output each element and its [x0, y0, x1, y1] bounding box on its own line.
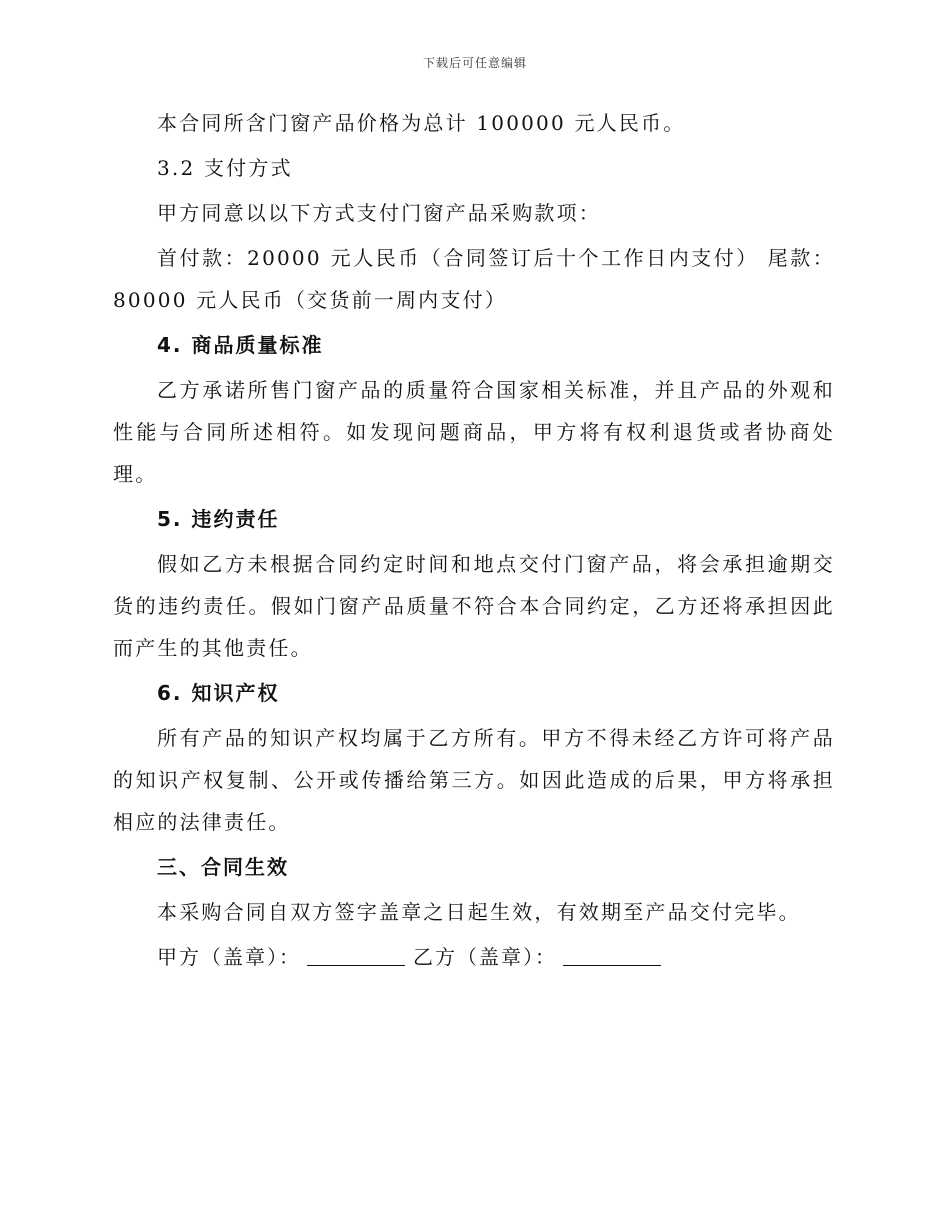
- effect-heading: 三、合同生效: [157, 855, 289, 879]
- party-a-label: 甲方（盖章）：: [157, 945, 301, 969]
- payment-detail-paragraph: 首付款：20000 元人民币（合同签订后十个工作日内支付） 尾款：80000 元人民币（交货前一周内支付）: [113, 246, 835, 312]
- party-b-signature-blank[interactable]: [563, 945, 661, 966]
- document-body: [113, 102, 835, 978]
- page-header: 下载后可任意编辑: [422, 56, 527, 70]
- quality-paragraph: 乙方承诺所售门窗产品的质量符合国家相关标准，并且产品的外观和性能与合同所述相符。如发现问题商品，甲方将有权利退货或者协商处理。: [113, 378, 835, 486]
- signature-line: [113, 936, 835, 978]
- payment-intro-paragraph: 甲方同意以以下方式支付门窗产品采购款项：: [157, 201, 601, 225]
- ip-heading: 6. 知识产权: [157, 681, 280, 705]
- effect-paragraph: 本采购合同自双方签字盖章之日起生效，有效期至产品交付完毕。: [157, 900, 801, 924]
- breach-paragraph: 假如乙方未根据合同约定时间和地点交付门窗产品，将会承担逾期交货的违约责任。假如门窗产品质量不符合本合同约定，乙方还将承担因此而产生的其他责任。: [113, 552, 835, 660]
- ip-paragraph: 所有产品的知识产权均属于乙方所有。甲方不得未经乙方许可将产品的知识产权复制、公开或传播给第三方。如因此造成的后果，甲方将承担相应的法律责任。: [113, 726, 835, 834]
- payment-method-heading: 3.2 支付方式: [157, 156, 293, 180]
- party-b-label: 乙方（盖章）：: [413, 945, 557, 969]
- breach-heading: 5. 违约责任: [157, 507, 280, 531]
- party-a-signature-blank[interactable]: [307, 945, 405, 966]
- price-paragraph: 本合同所含门窗产品价格为总计 100000 元人民币。: [157, 111, 686, 135]
- quality-heading: 4. 商品质量标准: [157, 333, 324, 357]
